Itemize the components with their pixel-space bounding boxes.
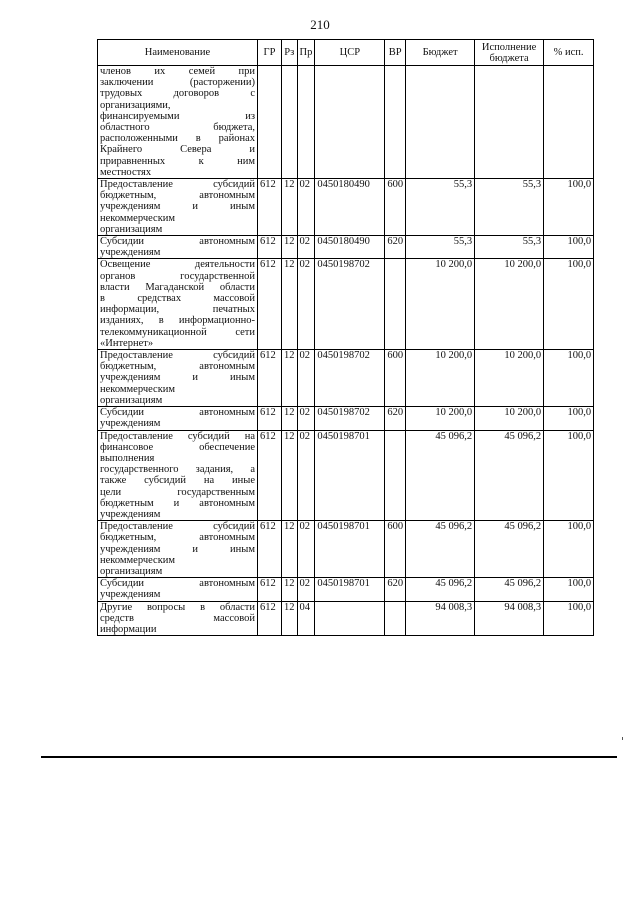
cell-execution: 55,3 xyxy=(475,236,544,259)
header-rz: Рз xyxy=(282,40,298,66)
cell-execution xyxy=(475,66,544,179)
cell-percent xyxy=(544,66,594,179)
row-name xyxy=(98,407,258,430)
cell-execution: 94 008,3 xyxy=(475,601,544,636)
cell-percent: 100,0 xyxy=(544,407,594,430)
cell-budget: 94 008,3 xyxy=(406,601,475,636)
cell-pr: 02 xyxy=(297,259,315,350)
table-row xyxy=(98,407,594,430)
header-execution: Исполнение бюджета xyxy=(475,40,544,66)
cell-csr: 0450198702 xyxy=(315,259,385,350)
cell-vr: 600 xyxy=(385,350,406,407)
cell-budget: 55,3 xyxy=(406,236,475,259)
cell-vr: 620 xyxy=(385,578,406,601)
row-name-line: бюджетным, автономным xyxy=(100,532,255,544)
row-name-line: «Интернет» xyxy=(100,337,154,349)
row-name-line: областного бюджета, xyxy=(100,122,255,134)
row-name-line: также субсидий на иные xyxy=(100,475,255,487)
cell-pr: 02 xyxy=(297,521,315,578)
table-row xyxy=(98,521,594,578)
cell-gr: 612 xyxy=(258,259,282,350)
row-name-line: бюджетным и автономным xyxy=(100,497,255,509)
cell-rz: 12 xyxy=(282,578,298,601)
cell-execution: 10 200,0 xyxy=(475,259,544,350)
row-name-line: учреждениям и иным xyxy=(100,543,255,555)
cell-csr: 0450180490 xyxy=(315,236,385,259)
cell-vr xyxy=(385,430,406,521)
cell-gr: 612 xyxy=(258,407,282,430)
cell-gr: 612 xyxy=(258,179,282,236)
page-divider xyxy=(41,756,617,758)
cell-csr: 0450180490 xyxy=(315,179,385,236)
cell-csr: 0450198702 xyxy=(315,407,385,430)
cell-vr xyxy=(385,66,406,179)
row-name-line: Субсидии автономным xyxy=(100,236,255,248)
cell-budget: 45 096,2 xyxy=(406,521,475,578)
row-name-line: в средствах массовой xyxy=(100,293,255,305)
cell-budget: 10 200,0 xyxy=(406,259,475,350)
row-name-line: трудовых договоров с xyxy=(100,88,255,100)
cell-vr: 600 xyxy=(385,179,406,236)
row-name-line: Предоставление субсидий xyxy=(100,350,255,362)
cell-gr: 612 xyxy=(258,601,282,636)
cell-gr: 612 xyxy=(258,578,282,601)
table-row xyxy=(98,601,594,636)
row-name xyxy=(98,350,258,407)
row-name-line: учреждениям и иным xyxy=(100,372,255,384)
cell-percent: 100,0 xyxy=(544,236,594,259)
cell-percent: 100,0 xyxy=(544,179,594,236)
cell-budget: 55,3 xyxy=(406,179,475,236)
row-name-line: Освещение деятельности xyxy=(100,259,255,271)
cell-gr: 612 xyxy=(258,350,282,407)
cell-vr xyxy=(385,601,406,636)
header-vr: ВР xyxy=(385,40,406,66)
cell-vr: 620 xyxy=(385,236,406,259)
row-name xyxy=(98,236,258,259)
row-name-line: учреждениям xyxy=(100,247,161,259)
row-name-line: финансируемыми из xyxy=(100,110,255,122)
row-name-line: организациям xyxy=(100,565,163,577)
row-name-line: учреждениям и иным xyxy=(100,201,255,213)
cell-vr xyxy=(385,259,406,350)
cell-percent: 100,0 xyxy=(544,521,594,578)
row-name xyxy=(98,259,258,350)
row-name-line: выполнения xyxy=(100,452,155,464)
row-name-line: некоммерческим xyxy=(100,554,176,566)
row-name-line: Субсидии автономным xyxy=(100,407,255,419)
cell-pr: 02 xyxy=(297,179,315,236)
row-name-line: информации xyxy=(100,623,157,635)
row-name-line: цели государственным xyxy=(100,486,255,498)
row-name-line: организациям xyxy=(100,223,163,235)
row-name-line: государственного задания, а xyxy=(100,464,255,476)
row-name-line: бюджетным, автономным xyxy=(100,190,255,202)
cell-percent: 100,0 xyxy=(544,350,594,407)
table-row xyxy=(98,179,594,236)
header-gr: ГР xyxy=(258,40,282,66)
row-name-line: информации, печатных xyxy=(100,304,255,316)
cell-gr: 612 xyxy=(258,521,282,578)
cell-pr: 02 xyxy=(297,430,315,521)
cell-percent: 100,0 xyxy=(544,259,594,350)
cell-execution: 10 200,0 xyxy=(475,407,544,430)
cell-execution: 10 200,0 xyxy=(475,350,544,407)
row-name-line: Другие вопросы в области xyxy=(100,601,255,613)
cell-rz: 12 xyxy=(282,259,298,350)
cell-pr: 04 xyxy=(297,601,315,636)
cell-execution: 55,3 xyxy=(475,179,544,236)
cell-rz: 12 xyxy=(282,521,298,578)
cell-rz: 12 xyxy=(282,350,298,407)
cell-gr: 612 xyxy=(258,236,282,259)
header-csr: ЦСР xyxy=(315,40,385,66)
row-name-line: власти Магаданской области xyxy=(100,281,255,293)
cell-pr: 02 xyxy=(297,236,315,259)
cell-csr xyxy=(315,601,385,636)
row-name-line: учреждениям xyxy=(100,418,161,430)
cell-execution: 45 096,2 xyxy=(475,430,544,521)
cell-rz: 12 xyxy=(282,430,298,521)
cell-csr: 0450198701 xyxy=(315,430,385,521)
cell-vr: 620 xyxy=(385,407,406,430)
table-header-row xyxy=(98,40,594,66)
cell-percent: 100,0 xyxy=(544,578,594,601)
row-name-line: организациями, xyxy=(100,99,171,111)
cell-rz xyxy=(282,66,298,179)
cell-budget xyxy=(406,66,475,179)
row-name-line: средств массовой xyxy=(100,612,255,624)
budget-table xyxy=(97,39,594,636)
row-name-line: приравненных к ним xyxy=(100,155,255,167)
table-row xyxy=(98,350,594,407)
cell-pr: 02 xyxy=(297,578,315,601)
row-name xyxy=(98,601,258,636)
header-percent: % исп. xyxy=(544,40,594,66)
row-name-line: заключении (расторжении) xyxy=(100,77,255,89)
cell-budget: 10 200,0 xyxy=(406,350,475,407)
row-name-line: Крайнего Севера и xyxy=(100,144,255,156)
row-name-line: Предоставление субсидий на xyxy=(100,430,255,442)
cell-rz: 12 xyxy=(282,179,298,236)
table-row xyxy=(98,236,594,259)
row-name-line: некоммерческим xyxy=(100,383,176,395)
row-name xyxy=(98,179,258,236)
cell-rz: 12 xyxy=(282,236,298,259)
row-name xyxy=(98,430,258,521)
page-number: 210 xyxy=(310,17,330,32)
row-name xyxy=(98,521,258,578)
cell-csr: 0450198701 xyxy=(315,521,385,578)
table-row xyxy=(98,259,594,350)
header-pr: Пр xyxy=(297,40,315,66)
row-name-line: расположенными в районах xyxy=(100,133,255,145)
row-name-line: изданиях, в информационно- xyxy=(100,315,255,327)
cell-gr xyxy=(258,66,282,179)
cell-percent: 100,0 xyxy=(544,601,594,636)
cell-execution: 45 096,2 xyxy=(475,578,544,601)
row-name-line: телекоммуникационной сети xyxy=(100,326,255,338)
row-name-line: Субсидии автономным xyxy=(100,578,255,590)
cell-execution: 45 096,2 xyxy=(475,521,544,578)
cell-pr: 02 xyxy=(297,407,315,430)
cell-budget: 45 096,2 xyxy=(406,578,475,601)
cell-budget: 10 200,0 xyxy=(406,407,475,430)
table-body xyxy=(98,66,594,636)
row-name-line: Предоставление субсидий xyxy=(100,179,255,191)
cell-gr: 612 xyxy=(258,430,282,521)
cell-rz: 12 xyxy=(282,601,298,636)
cell-budget: 45 096,2 xyxy=(406,430,475,521)
row-name-line: бюджетным, автономным xyxy=(100,361,255,373)
cell-vr: 600 xyxy=(385,521,406,578)
table-row xyxy=(98,430,594,521)
cell-csr: 0450198702 xyxy=(315,350,385,407)
header-name: Наименование xyxy=(98,40,258,66)
row-name xyxy=(98,578,258,601)
row-name-line: организациям xyxy=(100,394,163,406)
row-name-line: некоммерческим xyxy=(100,212,176,224)
row-name-line: органов государственной xyxy=(100,270,255,282)
cell-percent: 100,0 xyxy=(544,430,594,521)
cell-pr: 02 xyxy=(297,350,315,407)
row-name-line: членов их семей при xyxy=(100,66,255,77)
row-name-line: учреждениям xyxy=(100,589,161,601)
row-name-line: учреждениям xyxy=(100,508,161,520)
table-row xyxy=(98,578,594,601)
header-budget: Бюджет xyxy=(406,40,475,66)
row-name-line: местностях xyxy=(100,166,152,178)
cell-pr xyxy=(297,66,315,179)
margin-mark xyxy=(622,737,623,740)
row-name xyxy=(98,66,258,179)
cell-rz: 12 xyxy=(282,407,298,430)
row-name-line: финансовое обеспечение xyxy=(100,441,255,453)
cell-csr: 0450198701 xyxy=(315,578,385,601)
table-row xyxy=(98,66,594,179)
cell-csr xyxy=(315,66,385,179)
row-name-line: Предоставление субсидий xyxy=(100,521,255,533)
